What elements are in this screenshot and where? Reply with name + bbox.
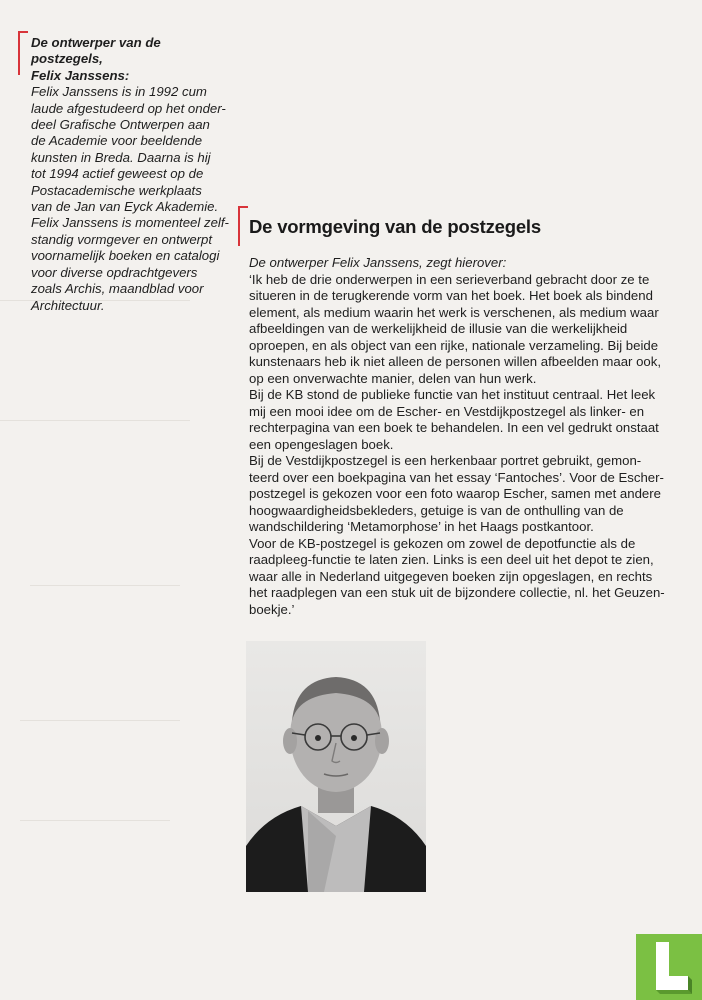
body-line: raadpleeg-functie te laten zien. Links is een deel uit het depot te zien,	[249, 552, 654, 567]
body-line: situeren in de terugkerende vorm van het boek. Het boek als bindend	[249, 288, 653, 303]
body-line: waar alle in Nederland uitgegeven boeken zijn opgeslagen, en rechts	[249, 568, 653, 584]
body-line: wandschildering ‘Metamorphose’ in het Haags postkantoor.	[249, 519, 594, 534]
bio-line: van de Jan van Eyck Akademie.	[31, 199, 219, 215]
bio-line: Architectuur.	[31, 297, 105, 313]
show-through-line	[20, 720, 180, 721]
bio-line: tot 1994 actief geweest op de	[31, 166, 204, 182]
body-line: teerd over een boekpagina van het essay ‘Fantoches’. Voor de Escher-	[249, 469, 664, 485]
body-line: ‘Ik heb de drie onderwerpen in een serieverband gebracht door ze te	[249, 271, 650, 287]
body-line: hoogwaardigheidsbekleders, getuige is van de onthulling van de	[249, 502, 624, 518]
body-line: Bij de Vestdijkpostzegel is een herkenbaar portret gebruikt, gemon-	[249, 453, 642, 468]
body-line: boekje.’	[249, 601, 295, 617]
body-line: Voor de KB-postzegel is gekozen om zowel de depotfunctie als de	[249, 535, 636, 551]
show-through-line	[30, 585, 180, 586]
bio-heading-line: De ontwerper van de postzegels,	[31, 35, 161, 67]
designer-bio	[31, 35, 236, 314]
body-line: kunstenaars heb ik niet alleen de personen willen afbeelden maar ook,	[249, 354, 662, 369]
section-heading: De vormgeving van de postzegels	[249, 216, 541, 237]
body-line: een opengeslagen boek.	[249, 436, 394, 452]
letter-l-logo-icon	[636, 934, 702, 1000]
body-intro: De ontwerper Felix Janssens, zegt hierover:	[249, 255, 507, 270]
body-line: rechterpagina van een boek te behandelen. In een vel gedrukt onstaat	[249, 420, 659, 435]
body-line: element, als medium waarin het werk is verschenen, als medium waar	[249, 304, 659, 320]
bio-heading-line: Felix Janssens:	[31, 67, 130, 83]
bio-line: standig vormgever en ontwerpt	[31, 231, 213, 247]
bio-line: zoals Archis, maandblad voor	[31, 281, 204, 297]
bio-line: deel Grafische Ontwerpen aan	[31, 117, 210, 133]
section-body	[249, 255, 679, 618]
bio-line: kunsten in Breda. Daarna is hij	[31, 149, 211, 165]
heading-accent-bracket	[238, 206, 248, 246]
bio-line: laude afgestudeerd op het onder-	[31, 100, 226, 116]
body-line: postzegel is gekozen voor een foto waarop Escher, samen met andere	[249, 486, 661, 501]
body-line: het raadplegen van een stuk uit de bijzondere collectie, nl. het Geuzen-	[249, 585, 665, 600]
bio-line: de Academie voor beeldende	[31, 133, 203, 149]
body-line: afbeeldingen van de werkelijkheid de illusie van die werkelijkheid	[249, 321, 628, 336]
bio-line: Postacademische werkplaats	[31, 182, 202, 198]
body-line: mij een mooi idee om de Escher- en Vestdijkpostzegel als linker- en	[249, 403, 645, 419]
body-line: oproepen, en als object van een rijke, nationale verzameling. Bij beide	[249, 337, 659, 353]
body-line: op een onverwachte manier, delen van hun werk.	[249, 370, 537, 386]
sidebar-accent-bracket	[18, 31, 28, 75]
bio-line: Felix Janssens is in 1992 cum	[31, 84, 207, 100]
logo-glyph	[636, 934, 702, 1000]
show-through-line	[20, 820, 170, 821]
show-through-line	[0, 420, 190, 421]
body-line: Bij de KB stond de publieke functie van het instituut centraal. Het leek	[249, 387, 656, 402]
designer-portrait-photo	[246, 641, 426, 892]
bio-line: Felix Janssens is momenteel zelf-	[31, 215, 229, 231]
bio-line: voornamelijk boeken en catalogi	[31, 248, 220, 264]
bio-line: voor diverse opdrachtgevers	[31, 264, 198, 280]
portrait-illustration	[246, 641, 426, 892]
